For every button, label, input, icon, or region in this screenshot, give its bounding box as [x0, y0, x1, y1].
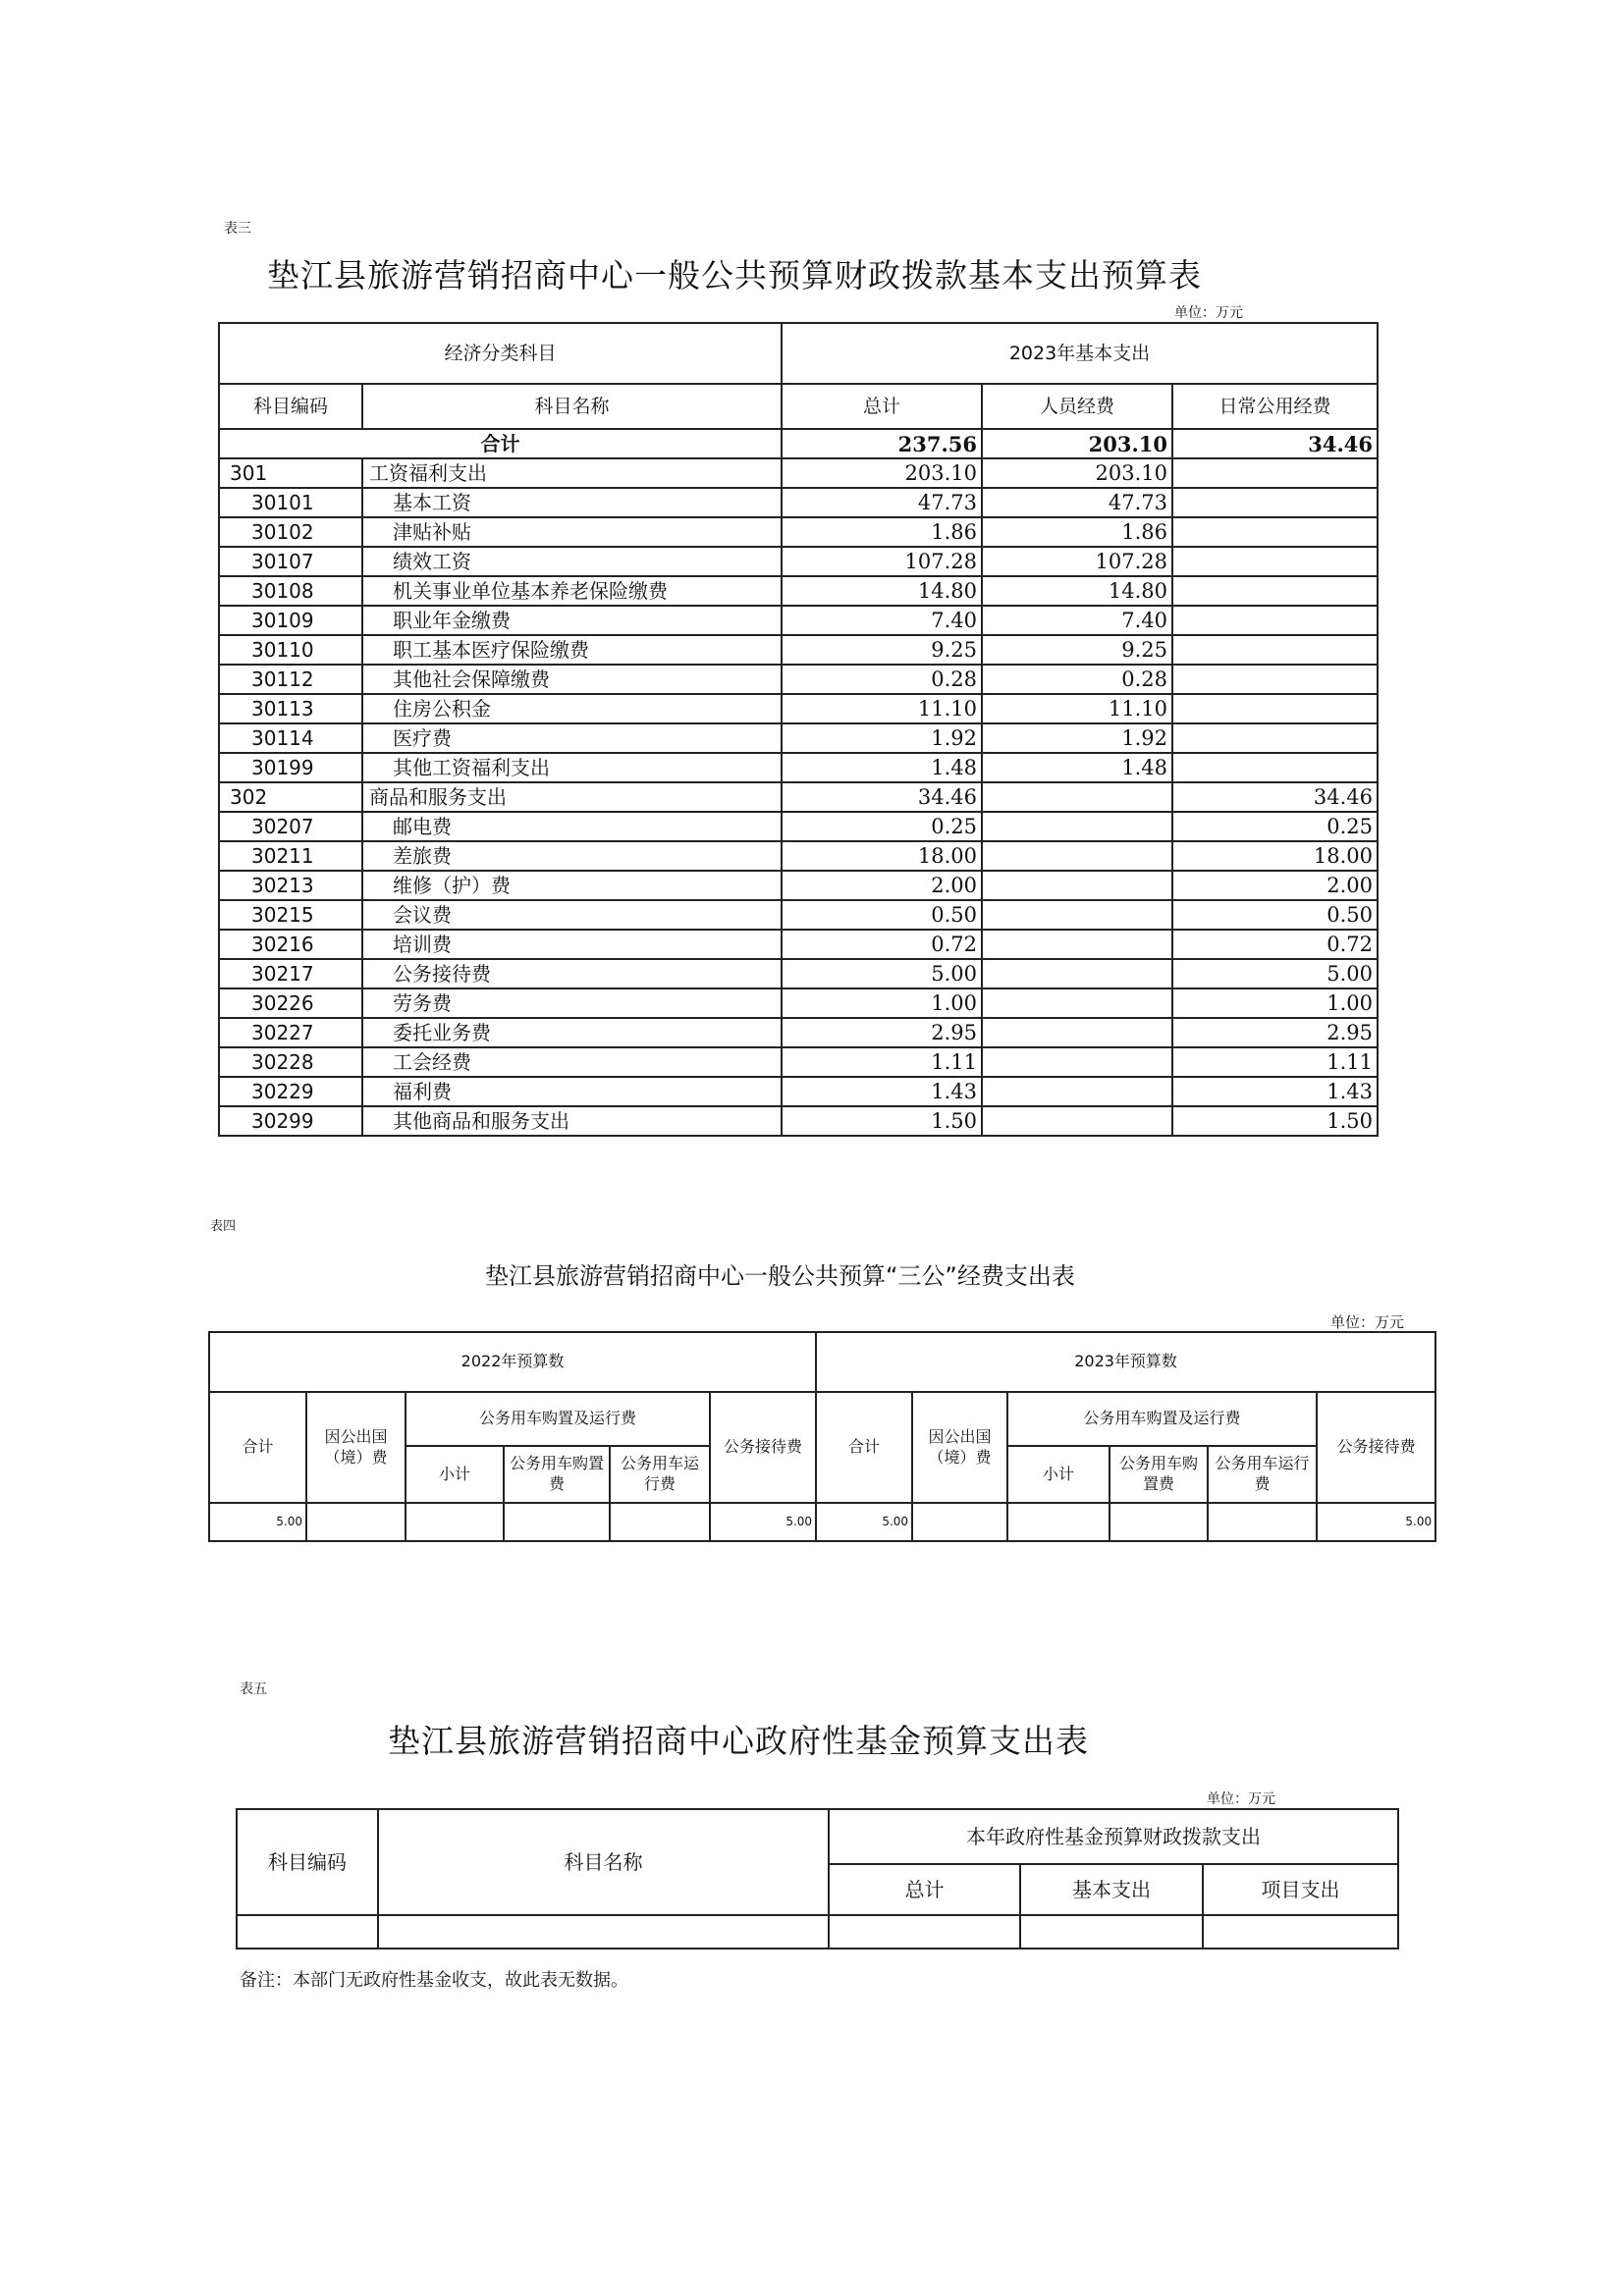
t3-row-public: 1.00	[1172, 988, 1378, 1018]
t3-row-name: 培训费	[362, 930, 782, 959]
table5-unit: 单位：万元	[1207, 1791, 1275, 1807]
t4-2022-purchase	[504, 1503, 610, 1541]
t3-row-total: 1.50	[782, 1106, 982, 1136]
t3-row-public: 0.72	[1172, 930, 1378, 959]
t5-empty-cell	[829, 1915, 1020, 1949]
table-row	[219, 547, 1378, 576]
t3-header-name: 科目名称	[362, 384, 782, 429]
t3-row-code: 30207	[219, 812, 362, 841]
t3-row-code: 30114	[219, 723, 362, 753]
table-row	[219, 1047, 1378, 1077]
t3-row-personnel	[982, 1077, 1172, 1106]
t3-row-personnel	[982, 1047, 1172, 1077]
t3-row-public	[1172, 635, 1378, 665]
table-row	[219, 900, 1378, 930]
t4-2023-abroad-header: 因公出国（境）费	[912, 1392, 1007, 1503]
t5-header-project: 项目支出	[1203, 1864, 1398, 1915]
t4-2022-total-header: 合计	[209, 1392, 306, 1503]
table5-note: 备注：本部门无政府性基金收支，故此表无数据。	[240, 1970, 628, 1991]
table-row	[219, 841, 1378, 871]
table3-tag: 表三	[224, 221, 251, 237]
t3-row-personnel	[982, 841, 1172, 871]
t3-row-total: 18.00	[782, 841, 982, 871]
t3-row-public	[1172, 458, 1378, 488]
t3-row-name: 维修（护）费	[362, 871, 782, 900]
table-row	[219, 635, 1378, 665]
t4-2022-vehicle-header: 公务用车购置及运行费	[406, 1392, 710, 1446]
t3-row-public	[1172, 723, 1378, 753]
t3-row-code: 302	[219, 782, 362, 812]
t4-2023-subtotal	[1007, 1503, 1110, 1541]
t3-row-personnel: 1.92	[982, 723, 1172, 753]
t3-row-name: 津贴补贴	[362, 517, 782, 547]
t3-row-total: 0.25	[782, 812, 982, 841]
table4-title: 垫江县旅游营销招商中心一般公共预算“三公”经费支出表	[485, 1262, 1075, 1290]
t3-row-public: 34.46	[1172, 782, 1378, 812]
t4-group-2022: 2022年预算数	[209, 1332, 816, 1392]
t3-total-label: 合计	[219, 429, 782, 458]
t3-row-total: 11.10	[782, 694, 982, 723]
t3-row-public	[1172, 665, 1378, 694]
t3-row-personnel: 107.28	[982, 547, 1172, 576]
t3-row-name: 住房公积金	[362, 694, 782, 723]
t3-row-personnel: 14.80	[982, 576, 1172, 606]
t3-row-code: 30110	[219, 635, 362, 665]
t3-total-total: 237.56	[782, 429, 982, 458]
t3-row-name: 差旅费	[362, 841, 782, 871]
t4-2022-total: 5.00	[209, 1503, 306, 1541]
t3-row-total: 47.73	[782, 488, 982, 517]
t3-row-name: 其他商品和服务支出	[362, 1106, 782, 1136]
t3-row-public	[1172, 517, 1378, 547]
table-row	[219, 930, 1378, 959]
t3-row-public: 1.11	[1172, 1047, 1378, 1077]
t3-row-public	[1172, 547, 1378, 576]
t3-row-name: 职工基本医疗保险缴费	[362, 635, 782, 665]
t3-row-code: 30229	[219, 1077, 362, 1106]
t3-row-code: 30101	[219, 488, 362, 517]
t4-2022-reception-header: 公务接待费	[710, 1392, 816, 1503]
t5-header-group: 本年政府性基金预算财政拨款支出	[829, 1809, 1398, 1864]
t3-row-total: 1.11	[782, 1047, 982, 1077]
t3-row-name: 绩效工资	[362, 547, 782, 576]
t4-2022-abroad-header: 因公出国（境）费	[306, 1392, 406, 1503]
t3-row-total: 1.92	[782, 723, 982, 753]
t3-header-group-right: 2023年基本支出	[782, 323, 1378, 384]
t3-row-personnel: 47.73	[982, 488, 1172, 517]
t3-row-name: 其他社会保障缴费	[362, 665, 782, 694]
t3-row-personnel: 11.10	[982, 694, 1172, 723]
t4-2023-operation	[1208, 1503, 1317, 1541]
table-row	[219, 871, 1378, 900]
t3-row-total: 0.72	[782, 930, 982, 959]
t3-row-personnel: 0.28	[982, 665, 1172, 694]
t3-header-total: 总计	[782, 384, 982, 429]
t3-row-code: 30217	[219, 959, 362, 988]
t3-row-public	[1172, 576, 1378, 606]
t5-header-basic: 基本支出	[1020, 1864, 1203, 1915]
t5-empty-cell	[237, 1915, 378, 1949]
t3-row-name: 医疗费	[362, 723, 782, 753]
table3-unit: 单位：万元	[1174, 305, 1243, 321]
table-row	[219, 488, 1378, 517]
t4-2023-reception-header: 公务接待费	[1317, 1392, 1435, 1503]
t5-header-code: 科目编码	[237, 1809, 378, 1915]
t3-row-code: 30299	[219, 1106, 362, 1136]
table-row	[219, 517, 1378, 547]
t3-row-code: 30228	[219, 1047, 362, 1077]
t3-row-name: 福利费	[362, 1077, 782, 1106]
t3-row-name: 商品和服务支出	[362, 782, 782, 812]
t4-2022-abroad	[306, 1503, 406, 1541]
t3-row-personnel: 1.86	[982, 517, 1172, 547]
table4-unit: 单位：万元	[1330, 1313, 1405, 1331]
t4-2023-abroad	[912, 1503, 1007, 1541]
t3-row-total: 2.00	[782, 871, 982, 900]
t5-header-name: 科目名称	[378, 1809, 829, 1915]
t3-row-total: 1.86	[782, 517, 982, 547]
t4-2022-reception: 5.00	[710, 1503, 816, 1541]
table5-government-fund	[236, 1808, 1399, 1949]
t3-row-code: 30199	[219, 753, 362, 782]
t3-row-code: 30227	[219, 1018, 362, 1047]
t3-row-code: 30113	[219, 694, 362, 723]
table3-title: 垫江县旅游营销招商中心一般公共预算财政拨款基本支出预算表	[267, 256, 1202, 294]
t4-2023-subtotal-header: 小计	[1007, 1446, 1110, 1503]
t3-row-public: 1.43	[1172, 1077, 1378, 1106]
t3-row-personnel	[982, 930, 1172, 959]
table-row	[219, 812, 1378, 841]
t3-row-code: 30112	[219, 665, 362, 694]
table-row	[219, 753, 1378, 782]
table-row	[219, 665, 1378, 694]
t3-row-name: 委托业务费	[362, 1018, 782, 1047]
t4-group-2023: 2023年预算数	[816, 1332, 1435, 1392]
t3-row-total: 9.25	[782, 635, 982, 665]
t3-row-code: 30102	[219, 517, 362, 547]
table-row	[219, 782, 1378, 812]
t3-row-total: 1.00	[782, 988, 982, 1018]
t3-row-name: 其他工资福利支出	[362, 753, 782, 782]
t3-row-personnel: 203.10	[982, 458, 1172, 488]
t3-row-personnel	[982, 782, 1172, 812]
table3-basic-expenditure	[218, 322, 1379, 1137]
table-row	[219, 1018, 1378, 1047]
t3-row-name: 劳务费	[362, 988, 782, 1018]
t3-row-total: 34.46	[782, 782, 982, 812]
t3-row-public	[1172, 606, 1378, 635]
table-row	[219, 723, 1378, 753]
t4-2023-total: 5.00	[816, 1503, 912, 1541]
t3-row-total: 1.48	[782, 753, 982, 782]
t3-row-public: 2.00	[1172, 871, 1378, 900]
t3-header-personnel: 人员经费	[982, 384, 1172, 429]
t3-row-personnel	[982, 988, 1172, 1018]
t3-row-name: 机关事业单位基本养老保险缴费	[362, 576, 782, 606]
t3-row-total: 7.40	[782, 606, 982, 635]
t3-row-public	[1172, 488, 1378, 517]
t3-row-public: 0.50	[1172, 900, 1378, 930]
table5-tag: 表五	[240, 1682, 267, 1697]
table-row	[219, 694, 1378, 723]
t4-2022-purchase-header: 公务用车购置费	[504, 1446, 610, 1503]
table-row	[219, 458, 1378, 488]
t3-row-code: 30213	[219, 871, 362, 900]
table-row	[219, 959, 1378, 988]
table-row	[219, 1077, 1378, 1106]
t3-row-personnel	[982, 1106, 1172, 1136]
t3-row-code: 30109	[219, 606, 362, 635]
t3-row-public: 2.95	[1172, 1018, 1378, 1047]
t3-row-name: 工会经费	[362, 1047, 782, 1077]
t3-row-total: 203.10	[782, 458, 982, 488]
table4-three-public-expenses	[208, 1331, 1436, 1542]
t3-row-personnel: 9.25	[982, 635, 1172, 665]
t3-row-total: 0.50	[782, 900, 982, 930]
t3-row-personnel: 1.48	[982, 753, 1172, 782]
t4-2023-reception: 5.00	[1317, 1503, 1435, 1541]
t4-2022-operation	[610, 1503, 710, 1541]
t4-2023-vehicle-header: 公务用车购置及运行费	[1007, 1392, 1317, 1446]
table-row	[219, 606, 1378, 635]
table-row	[219, 988, 1378, 1018]
t3-row-name: 公务接待费	[362, 959, 782, 988]
t3-row-code: 30107	[219, 547, 362, 576]
t3-row-total: 5.00	[782, 959, 982, 988]
t4-2023-total-header: 合计	[816, 1392, 912, 1503]
t4-2022-subtotal	[406, 1503, 504, 1541]
t4-2022-operation-header: 公务用车运行费	[610, 1446, 710, 1503]
t3-row-personnel	[982, 812, 1172, 841]
table-row	[219, 576, 1378, 606]
t3-row-personnel	[982, 900, 1172, 930]
t5-empty-cell	[1020, 1915, 1203, 1949]
t3-row-personnel	[982, 871, 1172, 900]
t3-row-name: 基本工资	[362, 488, 782, 517]
t3-row-total: 2.95	[782, 1018, 982, 1047]
t3-row-total: 1.43	[782, 1077, 982, 1106]
t3-row-code: 30108	[219, 576, 362, 606]
t3-total-personnel: 203.10	[982, 429, 1172, 458]
t3-row-public: 18.00	[1172, 841, 1378, 871]
t3-row-code: 30216	[219, 930, 362, 959]
t3-total-public: 34.46	[1172, 429, 1378, 458]
t4-2023-purchase	[1110, 1503, 1208, 1541]
t4-2022-subtotal-header: 小计	[406, 1446, 504, 1503]
t3-header-code: 科目编码	[219, 384, 362, 429]
t3-row-public: 0.25	[1172, 812, 1378, 841]
t3-header-group-left: 经济分类科目	[219, 323, 782, 384]
t4-2023-operation-header: 公务用车运行费	[1208, 1446, 1317, 1503]
t3-row-public: 5.00	[1172, 959, 1378, 988]
t3-row-total: 0.28	[782, 665, 982, 694]
t5-header-total: 总计	[829, 1864, 1020, 1915]
table-row	[219, 1106, 1378, 1136]
table4-tag: 表四	[210, 1219, 237, 1234]
t3-row-public	[1172, 694, 1378, 723]
t5-empty-cell	[1203, 1915, 1398, 1949]
t3-row-code: 30211	[219, 841, 362, 871]
t3-row-name: 职业年金缴费	[362, 606, 782, 635]
t3-row-personnel	[982, 1018, 1172, 1047]
t3-row-personnel: 7.40	[982, 606, 1172, 635]
t5-empty-cell	[378, 1915, 829, 1949]
t3-row-code: 30226	[219, 988, 362, 1018]
t3-row-name: 工资福利支出	[362, 458, 782, 488]
table5-title: 垫江县旅游营销招商中心政府性基金预算支出表	[388, 1722, 1089, 1760]
t3-row-public	[1172, 753, 1378, 782]
t3-row-name: 会议费	[362, 900, 782, 930]
t4-2023-purchase-header: 公务用车购置费	[1110, 1446, 1208, 1503]
t3-row-name: 邮电费	[362, 812, 782, 841]
t3-row-code: 30215	[219, 900, 362, 930]
t3-row-total: 107.28	[782, 547, 982, 576]
t3-header-public: 日常公用经费	[1172, 384, 1378, 429]
t3-row-public: 1.50	[1172, 1106, 1378, 1136]
t3-row-personnel	[982, 959, 1172, 988]
t3-row-code: 301	[219, 458, 362, 488]
t3-row-total: 14.80	[782, 576, 982, 606]
